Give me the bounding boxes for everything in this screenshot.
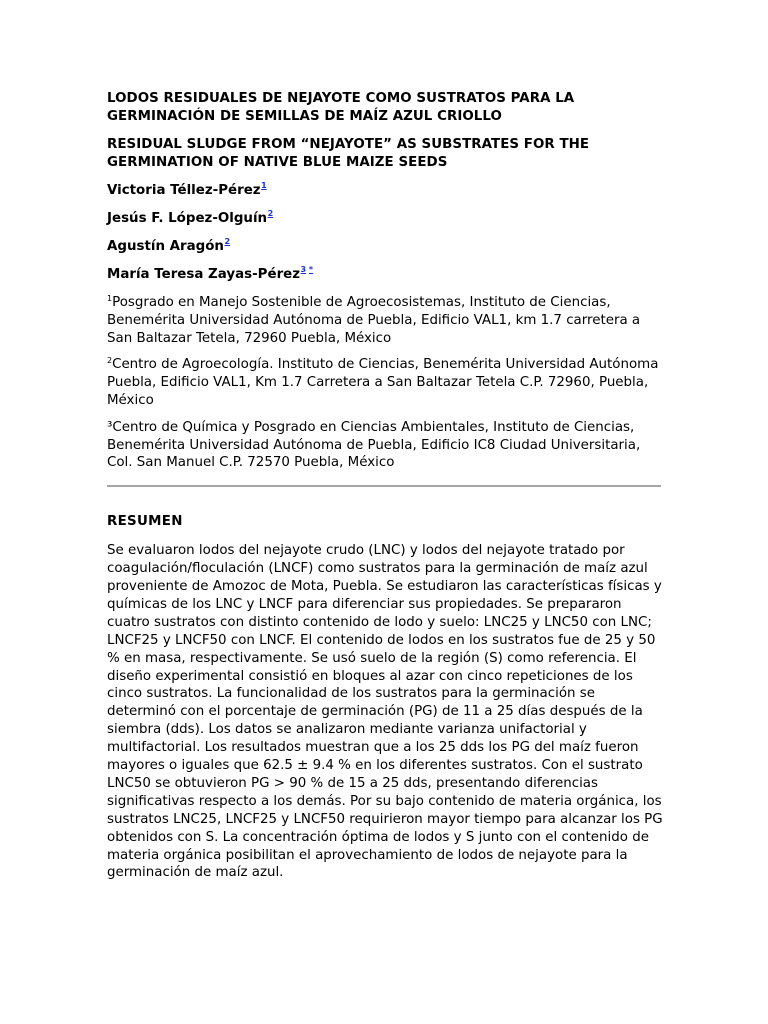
affiliation-text: ³Centro de Química y Posgrado en Ciencias Ambientales, Instituto de Ciencias, Benemérita Universidad Autónoma de Puebla, Edificio IC8 Ciudad Universitaria, Col. San Manuel C.P. 72570 Puebla, México <box>107 419 641 471</box>
author-4 <box>107 266 663 283</box>
title-english: RESIDUAL SLUDGE FROM “NEJAYOTE” AS SUBSTRATES FOR THE GERMINATION OF NATIVE BLUE MAIZE SEEDS <box>107 137 590 170</box>
author-1 <box>107 182 663 199</box>
author-name: Victoria Téllez-Pérez <box>107 183 261 198</box>
author-name: Jesús F. López-Olguín <box>107 211 268 226</box>
author-name: Agustín Aragón <box>107 239 224 254</box>
paper-page <box>107 90 663 882</box>
author-affiliation-link[interactable]: 2 <box>267 209 274 218</box>
abstract-text: Se evaluaron lodos del nejayote crudo (LNC) y lodos del nejayote tratado por coagulación/floculación (LNCF) como sustratos para la germinación de maíz azul proveniente de Amozoc de Mota, Puebla. Se estudiaron las características físicas y químicas de los LNC y LNCF para diferenciar sus propiedades. Se prepararon cuatro sustratos con distinto contenido de lodo y suelo: LNC25 y LNC50 con LNC; LNCF25 y LNCF50 con LNCF. El contenido de lodos en los sustratos fue de 25 y 50 % en masa, respectivamente. Se usó suelo de la región (S) como referencia. El diseño experimental consistió en bloques al azar con cinco repeticiones de los cinco sustratos. La funcionalidad de los sustratos para la germinación se determinó con el porcentaje de germinación (PG) de 11 a 25 días después de la siembra (dds). Los datos se analizaron mediante varianza unifactorial y multifactorial. Los resultados muestran que a los 25 dds los PG del maíz fueron mayores o iguales que 62.5 ± 9.4 % en los diferentes sustratos. Con el sustrato LNC50 se obtuvieron PG > 90 % de 15 a 25 dds, presentando diferencias significativas respecto a los demás. Por su bajo contenido de materia orgánica, los sustratos LNC25, LNCF25 y LNCF50 requirieron mayor tiempo para alcanzar los PG obtenidos con S. La concentración óptima de lodos y S junto con el contenido de materia orgánica posibilitan el aprovechamiento de lodos de nejayote para la germinación de maíz azul. <box>107 543 663 881</box>
title-spanish: LODOS RESIDUALES DE NEJAYOTE COMO SUSTRATOS PARA LA GERMINACIÓN DE SEMILLAS DE MAÍZ AZUL CRIOLLO <box>107 91 575 124</box>
affiliation-1 <box>107 294 663 347</box>
affiliation-text: Centro de Agroecología. Instituto de Ciencias, Benemérita Universidad Autónoma Puebla, Edificio VAL1, Km 1.7 Carretera a San Baltazar Tetela C.P. 72960, Puebla, México <box>107 357 659 408</box>
author-affiliation-link[interactable]: 2 <box>224 237 231 246</box>
affiliation-number: 1 <box>107 294 113 303</box>
author-3 <box>107 238 663 255</box>
affiliation-3 <box>107 419 663 472</box>
author-name: María Teresa Zayas-Pérez <box>107 267 301 282</box>
affiliation-2 <box>107 356 663 409</box>
author-2 <box>107 210 663 227</box>
affiliation-text: Posgrado en Manejo Sostenible de Agroecosistemas, Instituto de Ciencias, Benemérita Universidad Autónoma de Puebla, Edificio VAL1, km 1.7 carretera a San Baltazar Tetela, 72960 Puebla, México <box>107 295 641 346</box>
affiliation-number: 2 <box>107 356 113 366</box>
author-affiliation-link[interactable]: 3 <box>300 265 307 274</box>
section-divider <box>107 485 661 487</box>
author-affiliation-link[interactable]: 1 <box>261 181 267 190</box>
abstract-heading: RESUMEN <box>107 514 183 530</box>
corresponding-author-link[interactable]: * <box>308 265 314 274</box>
